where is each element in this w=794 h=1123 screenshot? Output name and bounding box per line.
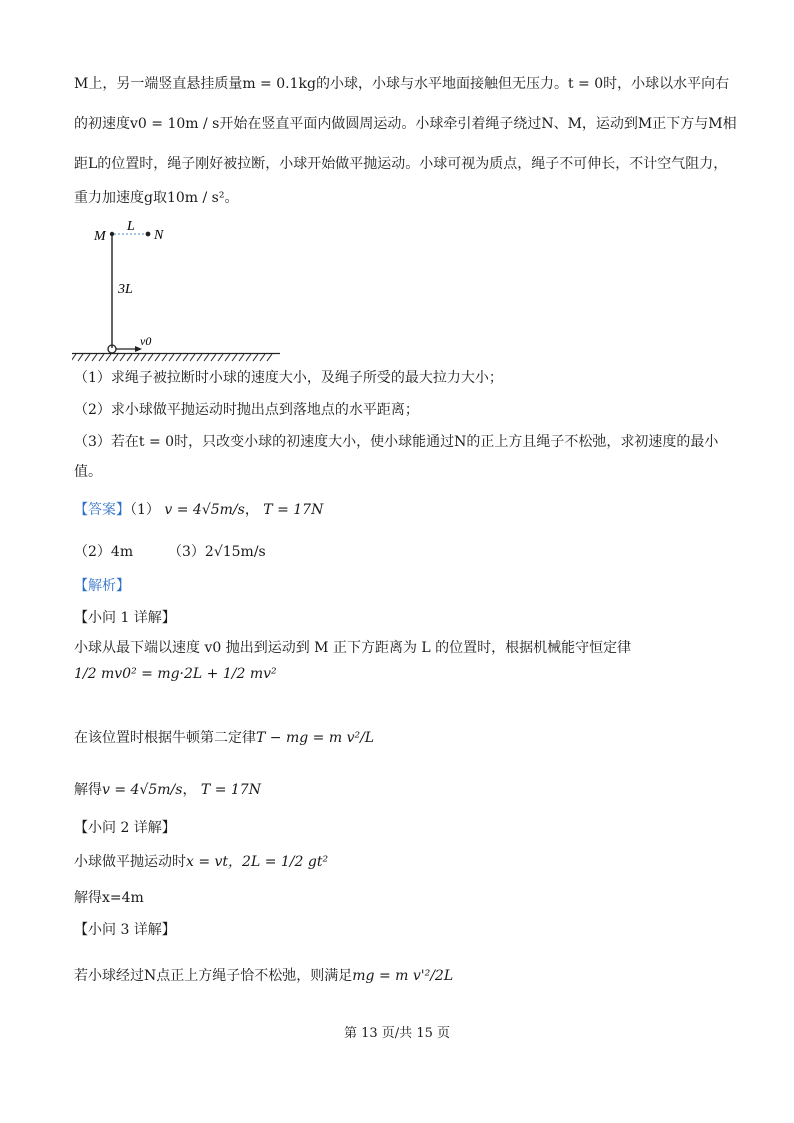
- answer-line-1: 【答案】（1） v = 4√5m/s， T = 17N: [74, 502, 324, 518]
- sub1-text-2: 在该位置时根据牛顿第二定律T − mg = m v²/L: [74, 730, 375, 746]
- sub1-heading: 【小问 1 详解】: [74, 610, 176, 626]
- ground-hatch-mark: [211, 354, 216, 361]
- answer-line-2: [74, 542, 722, 562]
- ground-hatch-mark: [232, 354, 237, 361]
- sub1-equation-1: 1/2 mv0² = mg·2L + 1/2 mv²: [74, 666, 277, 682]
- problem-line-4: 重力加速度g取10m / s²。: [74, 190, 239, 206]
- ground-hatch-mark: [106, 354, 111, 361]
- ground-hatch-mark: [134, 354, 139, 361]
- ground-hatch-mark: [253, 354, 258, 361]
- ground-hatch-mark: [99, 354, 104, 361]
- ground-hatch-mark: [190, 354, 195, 361]
- sub2-equation: x = vt，2L = 1/2 gt²: [186, 854, 329, 870]
- label-3L: 3L: [118, 282, 133, 297]
- ground-hatching: [72, 354, 272, 361]
- answer-3: （3）2√15m/s: [168, 544, 266, 560]
- ground-hatch-mark: [148, 354, 153, 361]
- ground-hatch-mark: [246, 354, 251, 361]
- sub1-result: 解得v = 4√5m/s， T = 17N: [74, 782, 261, 798]
- ground-hatch-mark: [204, 354, 209, 361]
- answer-1-tension: T = 17N: [263, 502, 324, 518]
- sub2-text: 小球做平抛运动时x = vt，2L = 1/2 gt²: [74, 854, 329, 870]
- ground-hatch-mark: [141, 354, 146, 361]
- ground-hatch-mark: [267, 354, 272, 361]
- sub3-text: 若小球经过N点正上方绳子恰不松弛，则满足mg = m v'²/2L: [74, 968, 454, 984]
- question-3-line-2: 值。: [74, 464, 102, 480]
- sub1-text: 小球从最下端以速度 v0 抛出到运动到 M 正下方距离为 L 的位置时，根据机械能守恒定律: [74, 640, 632, 656]
- point-N: [146, 232, 151, 237]
- problem-line-2: 的初速度v0 = 10m / s开始在竖直平面内做圆周运动。小球牵引着绳子绕过N、M，运动到M正下方与M相: [74, 116, 737, 132]
- ground-hatch-mark: [169, 354, 174, 361]
- ground-hatch-mark: [155, 354, 160, 361]
- sub2-result: 解得x=4m: [74, 890, 144, 906]
- question-1: （1）求绳子被拉断时小球的速度大小，及绳子所受的最大拉力大小；: [74, 370, 503, 386]
- ground-hatch-mark: [225, 354, 230, 361]
- answer-tag: 【答案】: [74, 502, 130, 518]
- ground-hatch-mark: [127, 354, 132, 361]
- sub3-equation: mg = m v'²/2L: [352, 968, 454, 984]
- answer-2: （2）4m: [74, 544, 134, 560]
- label-N: N: [154, 228, 164, 243]
- ground-hatch-mark: [120, 354, 125, 361]
- page-footer: 第 13 页/共 15 页: [344, 1026, 450, 1041]
- problem-line-3: 距L的位置时，绳子刚好被拉断，小球开始做平抛运动。小球可视为质点，绳子不可伸长，不计空气阻力，: [74, 156, 728, 172]
- ground-hatch-mark: [72, 354, 76, 361]
- problem-line-1: M上，另一端竖直悬挂质量m = 0.1kg的小球，小球与水平地面接触但无压力。t = 0时，小球以水平向右: [74, 76, 730, 92]
- ground-hatch-mark: [260, 354, 265, 361]
- ground-hatch-mark: [239, 354, 244, 361]
- ground-hatch-mark: [78, 354, 83, 361]
- ground-hatch-mark: [218, 354, 223, 361]
- sub3-heading: 【小问 3 详解】: [74, 922, 176, 938]
- ground-hatch-mark: [92, 354, 97, 361]
- point-M: [110, 232, 114, 236]
- physics-figure: [72, 216, 284, 366]
- ground-hatch-mark: [183, 354, 188, 361]
- answer-1-velocity: v = 4√5m/s: [164, 502, 245, 518]
- label-M: M: [94, 229, 106, 244]
- analysis-tag: 【解析】: [74, 578, 130, 594]
- label-v0: v0: [140, 334, 152, 348]
- ground-hatch-mark: [113, 354, 118, 361]
- ground-hatch-mark: [176, 354, 181, 361]
- ground-hatch-mark: [85, 354, 90, 361]
- ground-hatch-mark: [197, 354, 202, 361]
- ground-hatch-mark: [162, 354, 167, 361]
- question-2: （2）求小球做平抛运动时抛出点到落地点的水平距离；: [74, 402, 419, 418]
- sub2-heading: 【小问 2 详解】: [74, 820, 176, 836]
- label-L: L: [127, 219, 135, 234]
- question-3-line-1: （3）若在t = 0时，只改变小球的初速度大小，使小球能通过N的正上方且绳子不松弛，求初速度的最小: [74, 434, 719, 450]
- sub1-equation-2: T − mg = m v²/L: [256, 730, 375, 746]
